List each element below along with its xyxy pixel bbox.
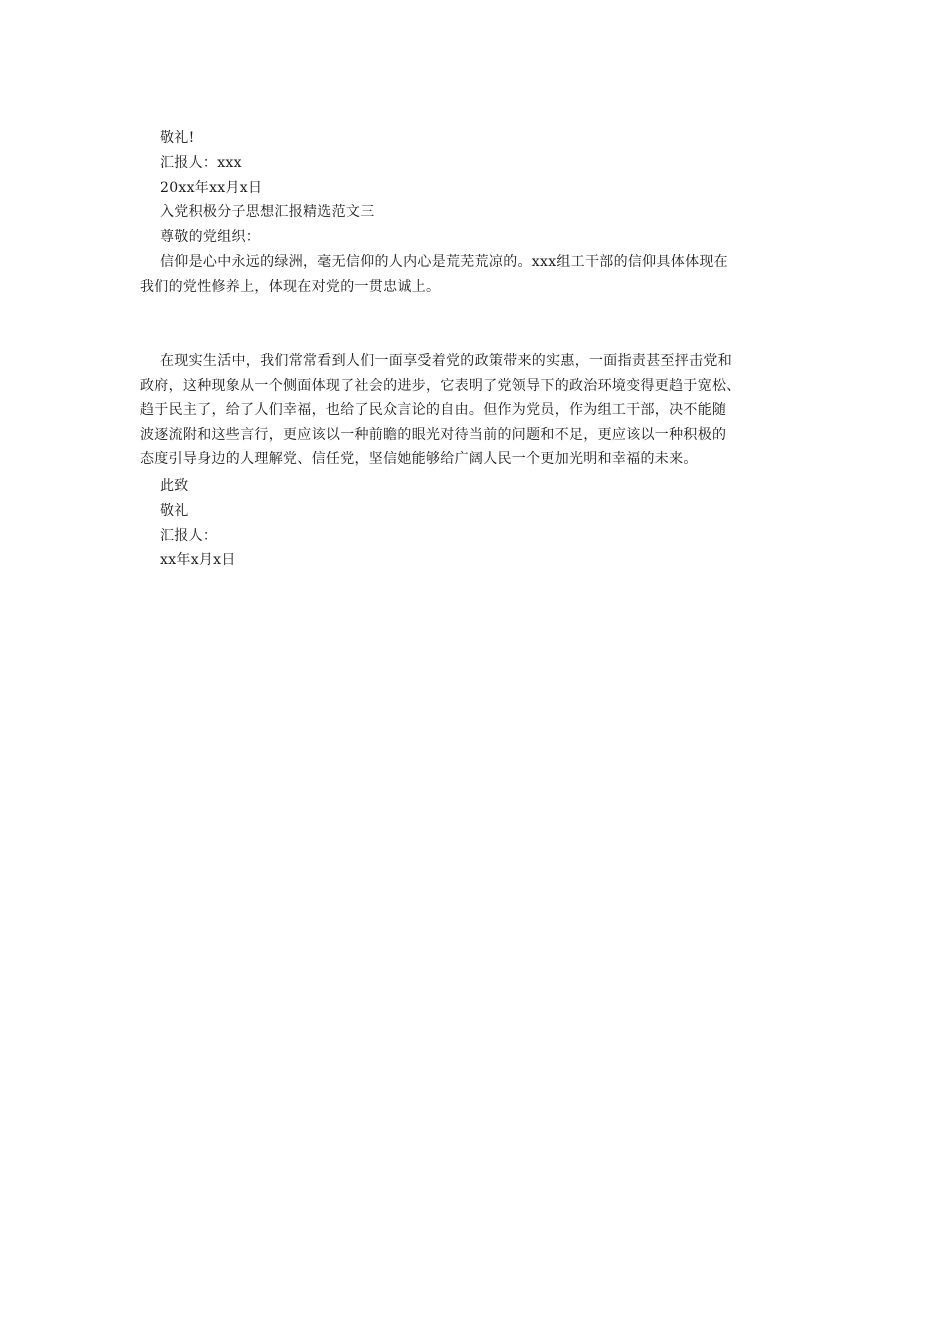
paragraph-line: 波逐流附和这些言行，更应该以一种前瞻的眼光对待当前的问题和不足，更应该以一种积极的 — [140, 426, 727, 443]
closing-regards: 敬礼 — [160, 503, 189, 519]
reporter-line: 汇报人：xxx — [160, 155, 242, 171]
paragraph-line: 我们的党性修养上，体现在对党的一贯忠诚上。 — [140, 278, 441, 295]
paragraph-reality — [140, 349, 812, 472]
closing-reporter: 汇报人： — [160, 528, 218, 544]
greeting-line: 尊敬的党组织： — [160, 229, 261, 245]
paragraph-line: 政府，这种现象从一个侧面体现了社会的进步，它表明了党领导下的政治环境变得更趋于宽松、 — [140, 377, 741, 394]
date-line: 20xx年xx月x日 — [160, 180, 263, 196]
paragraph-line: 态度引导身边的人理解党、信任党，坚信她能够给广阔人民一个更加光明和幸福的未来。 — [140, 451, 698, 467]
salutation-line: 敬礼! — [160, 130, 195, 146]
section-title: 入党积极分子思想汇报精选范文三 — [160, 204, 375, 220]
paragraph-line: 信仰是心中永远的绿洲，毫无信仰的人内心是荒芜荒凉的。xxx组工干部的信仰具体体现在 — [160, 254, 728, 270]
closing-line: 此致 — [160, 478, 189, 494]
paragraph-faith — [140, 250, 812, 299]
closing-date: xx年x月x日 — [160, 552, 236, 568]
paragraph-line: 在现实生活中，我们常常看到人们一面享受着党的政策带来的实惠，一面指责甚至抨击党和 — [160, 353, 732, 369]
paragraph-line: 趋于民主了，给了人们幸福，也给了民众言论的自由。但作为党员，作为组工干部，决不能随 — [140, 402, 727, 418]
